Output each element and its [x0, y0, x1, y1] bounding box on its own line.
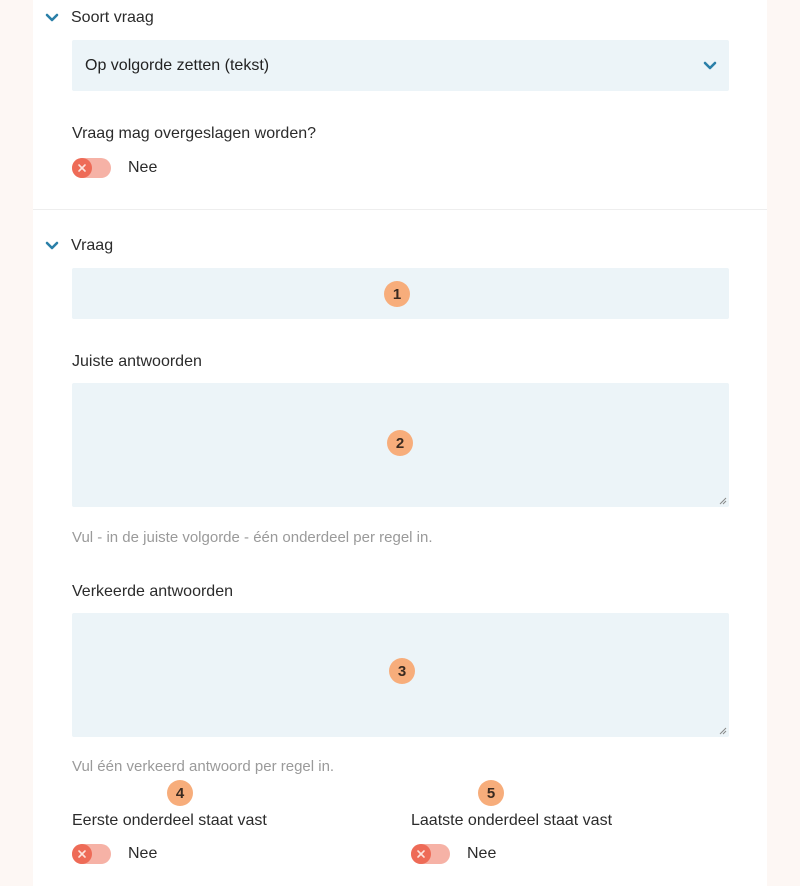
close-icon	[72, 158, 92, 178]
skippable-label: Vraag mag overgeslagen worden?	[72, 125, 317, 142]
annotation-badge: 4	[167, 780, 193, 806]
first-fixed-toggle[interactable]	[72, 844, 111, 864]
close-icon	[72, 844, 92, 864]
section-label: Soort vraag	[71, 9, 154, 26]
first-fixed-label: Eerste onderdeel staat vast	[72, 812, 267, 829]
section-divider	[33, 209, 767, 210]
first-fixed-toggle-row	[72, 844, 157, 864]
skippable-toggle[interactable]	[72, 158, 111, 178]
chevron-down-icon	[703, 61, 717, 71]
section-label: Vraag	[71, 237, 114, 254]
correct-answers-hint: Vul - in de juiste volgorde - één onderdeel per regel in.	[72, 529, 433, 546]
toggle-value: Nee	[467, 845, 497, 862]
last-fixed-toggle[interactable]	[411, 844, 450, 864]
annotation-badge: 1	[384, 281, 410, 307]
wrong-answers-label: Verkeerde antwoorden	[72, 583, 233, 600]
annotation-badge: 2	[387, 430, 413, 456]
skippable-toggle-row	[72, 158, 157, 178]
chevron-down-icon[interactable]	[45, 11, 59, 25]
last-fixed-toggle-row	[411, 844, 496, 864]
section-header-question[interactable]	[45, 237, 113, 255]
toggle-value: Nee	[128, 159, 158, 176]
section-header-question-type[interactable]	[45, 9, 154, 27]
toggle-value: Nee	[128, 845, 158, 862]
annotation-badge: 3	[389, 658, 415, 684]
resize-handle-icon[interactable]	[719, 727, 727, 735]
last-fixed-label: Laatste onderdeel staat vast	[411, 812, 613, 829]
select-value: Op volgorde zetten (tekst)	[85, 56, 270, 74]
wrong-answers-hint: Vul één verkeerd antwoord per regel in.	[72, 758, 335, 775]
question-type-select[interactable]	[72, 40, 729, 91]
resize-handle-icon[interactable]	[719, 497, 727, 505]
annotation-badge: 5	[478, 780, 504, 806]
chevron-down-icon[interactable]	[45, 239, 59, 253]
close-icon	[411, 844, 431, 864]
correct-answers-label: Juiste antwoorden	[72, 353, 202, 370]
